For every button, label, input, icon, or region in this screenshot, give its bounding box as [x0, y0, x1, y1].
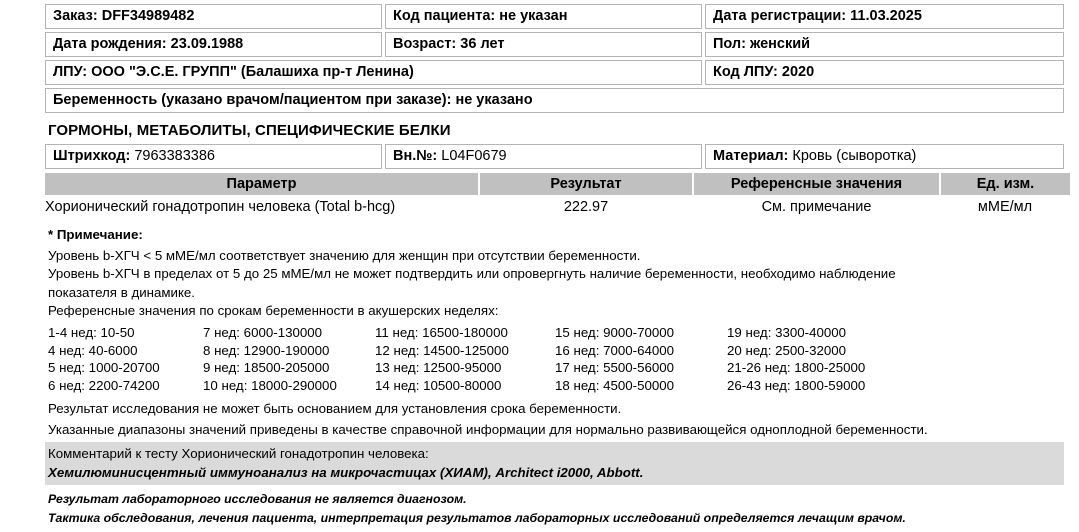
results-table-head	[45, 173, 1070, 195]
results-table-body	[45, 195, 1070, 219]
section-title: ГОРМОНЫ, МЕТАБОЛИТЫ, СПЕЦИФИЧЕСКИЕ БЕЛКИ	[48, 122, 451, 139]
results-header-row	[45, 173, 1070, 195]
cell-parameter: Хорионический гонадотропин человека (Total b-hcg)	[45, 199, 396, 215]
cell-reference: См. примечание	[761, 199, 872, 215]
material-value: Кровь (сыворотка)	[792, 148, 917, 164]
registration-date-cell	[705, 4, 1064, 29]
weeks-item: 6 нед: 2200-74200	[48, 377, 160, 393]
patient-code-value: не указан	[499, 8, 568, 24]
material-label: Материал:	[713, 148, 789, 164]
note-title: * Примечание:	[48, 227, 143, 242]
weeks-item: 17 нед: 5500-56000	[555, 360, 675, 376]
weeks-item: 10 нед: 18000-290000	[203, 377, 337, 393]
weeks-item: 8 нед: 12900-190000	[203, 342, 330, 358]
test-comment-block	[45, 442, 1064, 485]
registration-date-value: 11.03.2025	[850, 8, 922, 24]
barcode-value: 7963383386	[134, 148, 215, 164]
weeks-item: 13 нед: 12500-95000	[375, 360, 502, 376]
patient-header-row	[45, 88, 1064, 113]
note-section	[48, 226, 1064, 394]
birth-date-cell	[45, 32, 382, 57]
weeks-item: 20 нед: 2500-32000	[727, 342, 847, 358]
footer-disclaimer	[48, 491, 1064, 527]
note-line: Уровень b-ХГЧ в пределах от 5 до 25 мМЕ/мл не может подтвердить или опровергнуть наличие беременности, необходимо наблюдение	[48, 266, 896, 282]
sample-info-row	[45, 144, 1064, 169]
note-post-line: Указанные диапазоны значений приведены в качестве справочной информации для нормально развивающейся одноплодной беременности.	[48, 421, 928, 437]
order-cell	[45, 4, 382, 29]
comment-title: Комментарий к тесту Хорионический гонадотропин человека:	[48, 446, 429, 462]
note-line: показателя в динамике.	[48, 284, 196, 300]
weeks-column	[727, 324, 865, 394]
lpu-value: ООО "Э.С.Е. ГРУПП" (Балашиха пр-т Ленина)	[91, 64, 414, 80]
column-header-unit: Ед. изм.	[940, 173, 1070, 195]
pregnancy-cell	[45, 88, 1064, 113]
footer-disclaimer-line: Результат лабораторного исследования не является диагнозом.	[48, 492, 467, 507]
weeks-column	[203, 324, 375, 394]
weeks-item: 9 нед: 18500-205000	[203, 360, 330, 376]
note-line: Уровень b-ХГЧ < 5 мМЕ/мл соответствует значению для женщин при отсутствии беременности.	[48, 247, 641, 263]
column-header-reference: Референсные значения	[693, 173, 940, 195]
weeks-column	[555, 324, 727, 394]
lpu-code-value: 2020	[781, 64, 815, 80]
patient-header-row	[45, 32, 1064, 57]
barcode-cell	[45, 144, 382, 169]
order-label: Заказ:	[53, 8, 98, 24]
results-table	[45, 173, 1070, 219]
internal-number-label: Вн.№:	[393, 148, 438, 164]
table-row	[45, 195, 1070, 219]
lpu-cell	[45, 60, 702, 85]
pregnancy-label: Беременность (указано врачом/пациентом при заказе):	[53, 92, 452, 108]
internal-number-value: L04F0679	[441, 148, 507, 164]
comment-method: Хемилюминисцентный иммуноанализ на микрочастицах (ХИАМ), Architect i2000, Abbott.	[48, 465, 644, 481]
weeks-item: 12 нед: 14500-125000	[375, 342, 509, 358]
weeks-item: 5 нед: 1000-20700	[48, 360, 160, 376]
order-value: DFF34989482	[101, 8, 195, 24]
lpu-code-label: Код ЛПУ:	[713, 64, 778, 80]
sex-cell	[705, 32, 1064, 57]
weeks-item: 14 нед: 10500-80000	[375, 377, 502, 393]
patient-header-row	[45, 4, 1064, 29]
sex-label: Пол:	[713, 36, 746, 52]
weeks-item: 11 нед: 16500-180000	[375, 324, 508, 340]
birth-date-value: 23.09.1988	[170, 36, 244, 52]
reference-weeks-grid	[48, 324, 1064, 394]
cell-result: 222.97	[563, 199, 609, 215]
weeks-item: 18 нед: 4500-50000	[555, 377, 675, 393]
weeks-column	[375, 324, 555, 394]
patient-code-cell	[385, 4, 702, 29]
sex-value: женский	[750, 36, 811, 52]
column-header-parameter: Параметр	[45, 173, 479, 195]
barcode-label: Штрихкод:	[53, 148, 131, 164]
footer-disclaimer-line: Тактика обследования, лечения пациента, интерпретация результатов лабораторных исследований определяется лечащим врачом.	[48, 511, 906, 526]
patient-header-row	[45, 60, 1064, 85]
weeks-column	[48, 324, 203, 394]
weeks-item: 1-4 нед: 10-50	[48, 324, 135, 340]
age-cell	[385, 32, 702, 57]
material-cell	[705, 144, 1064, 169]
age-value: 36 лет	[460, 36, 505, 52]
note-post-lines	[48, 400, 1064, 439]
lpu-code-cell	[705, 60, 1064, 85]
registration-date-label: Дата регистрации:	[713, 8, 847, 24]
weeks-item: 16 нед: 7000-64000	[555, 342, 675, 358]
weeks-item: 26-43 нед: 1800-59000	[727, 377, 866, 393]
weeks-item: 7 нед: 6000-130000	[203, 324, 323, 340]
age-label: Возраст:	[393, 36, 457, 52]
weeks-item: 19 нед: 3300-40000	[727, 324, 847, 340]
weeks-item: 15 нед: 9000-70000	[555, 324, 675, 340]
cell-unit: мМЕ/мл	[977, 199, 1033, 215]
internal-number-cell	[385, 144, 702, 169]
lpu-label: ЛПУ:	[53, 64, 88, 80]
weeks-item: 4 нед: 40-6000	[48, 342, 138, 358]
note-post-line: Результат исследования не может быть основанием для установления срока беременности.	[48, 401, 622, 417]
pregnancy-value: не указано	[455, 92, 533, 108]
patient-header	[0, 4, 1079, 113]
note-line: Референсные значения по срокам беременности в акушерских неделях:	[48, 303, 499, 319]
column-header-result: Результат	[479, 173, 693, 195]
patient-code-label: Код пациента:	[393, 8, 496, 24]
birth-date-label: Дата рождения:	[53, 36, 167, 52]
weeks-item: 21-26 нед: 1800-25000	[727, 360, 866, 376]
